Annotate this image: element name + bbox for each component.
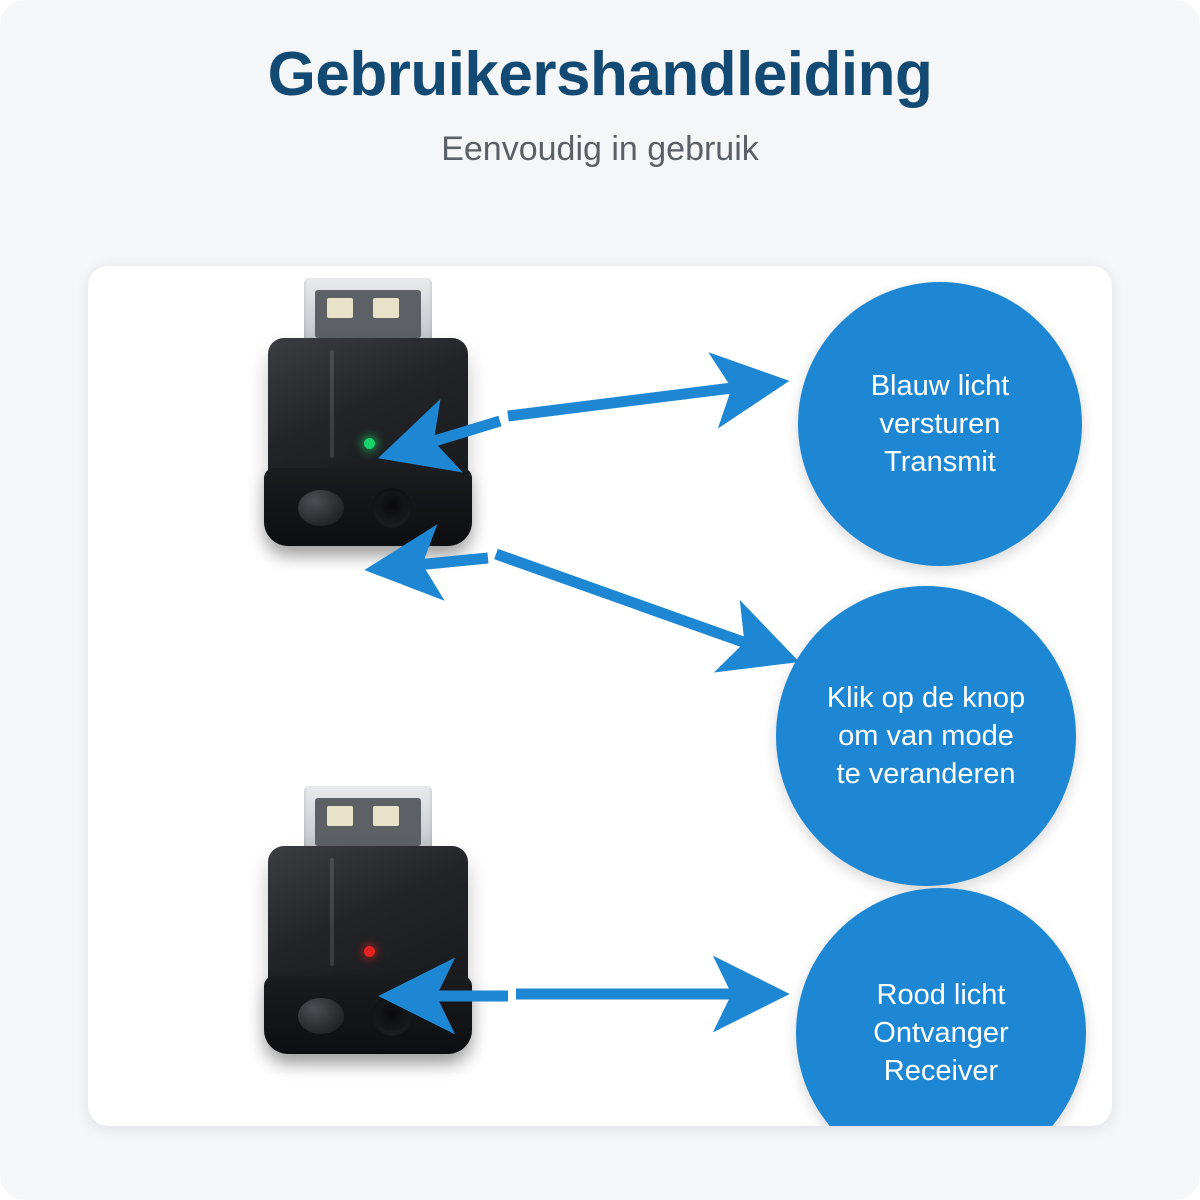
usb-contact-pad: [373, 298, 399, 318]
status-led-red: [364, 946, 375, 957]
callout-transmit: [798, 282, 1082, 566]
callout-mode-line-1: Klik op de knop: [826, 681, 1026, 714]
status-led-green: [364, 438, 375, 449]
callout-receive-line-2: Ontvanger: [873, 1016, 1009, 1049]
callout-transmit-line-1: Blauw licht: [870, 369, 1010, 402]
callout-receive-line-3: Receiver: [883, 1055, 999, 1088]
callout-transmit-line-3: Transmit: [884, 446, 996, 479]
device-illustration-receive: [268, 786, 498, 1076]
usb-contact-pad: [327, 806, 353, 826]
arrow-from-transmit-bubble: [508, 386, 748, 416]
mode-button[interactable]: [298, 998, 344, 1034]
usb-contact-pad: [327, 298, 353, 318]
mode-button[interactable]: [298, 490, 344, 526]
callout-transmit-line-2: versturen: [879, 407, 1001, 440]
audio-jack-port-icon: [372, 488, 412, 528]
device-illustration-transmit: [268, 278, 498, 568]
illustration-card: [88, 266, 1112, 1126]
page-header: [0, 42, 1200, 168]
callout-mode-button: [776, 586, 1076, 886]
audio-jack-port-icon: [372, 996, 412, 1036]
device-bottom-panel: [264, 976, 472, 1054]
usb-connector-inner: [315, 290, 421, 338]
callout-receive-line-1: Rood licht: [876, 978, 1006, 1011]
usb-contact-pad: [373, 806, 399, 826]
arrow-from-button-bubble: [496, 554, 760, 648]
device-bottom-panel: [264, 468, 472, 546]
page-title: Gebruikershandleiding: [267, 40, 933, 109]
callout-receive: [796, 888, 1086, 1126]
page-subtitle: Eenvoudig in gebruik: [441, 129, 759, 168]
callout-mode-line-3: te veranderen: [836, 758, 1016, 791]
usb-connector-inner: [315, 798, 421, 846]
callout-mode-line-2: om van mode: [838, 719, 1014, 752]
